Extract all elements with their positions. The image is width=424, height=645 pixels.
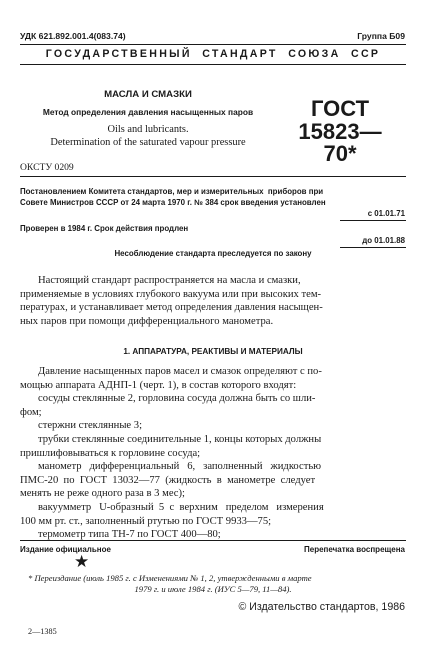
body-line: стержни стеклянные 3; xyxy=(38,420,143,432)
gost-number: 15823—70* xyxy=(298,119,382,166)
body-line: вакуумметр U-образный 5 с верхним пределом измерения xyxy=(38,501,324,513)
intro-line: применяемые в условиях глубокого вакуума или при высоких тем- xyxy=(20,288,322,300)
date-to: до 01.01.88 xyxy=(362,236,405,245)
gost-label: ГОСТ xyxy=(310,96,370,121)
official-edition: Издание официальное xyxy=(20,545,111,554)
intro-line: ных паров при помощи дифференциального манометра. xyxy=(20,315,274,327)
title-ru: МАСЛА И СМАЗКИ xyxy=(104,89,192,100)
standard-title: ГОСУДАРСТВЕННЫЙ СТАНДАРТ СОЮЗА ССР xyxy=(45,48,381,60)
body-line: манометр дифференциальный 6, заполненный жидкостью xyxy=(38,461,322,473)
footer-rule xyxy=(20,540,406,541)
reissue-note-line-1: * Переиздание (июль 1985 г. с Изменениями № 1, 2, утвержденными в марте xyxy=(28,573,312,583)
udk-code: УДК 621.892.001.4(083.74) xyxy=(20,31,126,41)
decree-line-1: Постановлением Комитета стандартов, мер и измерительных приборов при xyxy=(20,187,324,196)
body-line: менять не реже одного раза в 3 мес); xyxy=(20,488,185,500)
body-line: трубки стеклянные соединительные 1, концы которых должны xyxy=(38,433,322,445)
body-line: 100 мм рт. ст., заполненный ртутью по ГОСТ 9933—75; xyxy=(20,515,272,527)
reprint-prohibited: Перепечатка воспрещена xyxy=(304,545,405,554)
legal-notice: Несоблюдение стандарта преследуется по закону xyxy=(114,249,312,258)
header-rule-bottom xyxy=(20,64,406,65)
subtitle-ru: Метод определения давления насыщенных паров xyxy=(42,107,254,117)
title-en-1: Oils and lubricants. xyxy=(107,124,189,135)
body-line: фом; xyxy=(20,406,42,418)
okstu-code: ОКСТУ 0209 xyxy=(20,162,74,173)
title-en-2: Determination of the saturated vapour pressure xyxy=(50,137,246,148)
decree-line-2: Совете Министров СССР от 24 марта 1970 г. № 384 срок введения установлен xyxy=(20,198,326,207)
section-1-heading: 1. АППАРАТУРА, РЕАКТИВЫ И МАТЕРИАЛЫ xyxy=(123,347,303,356)
body-line: пришлифовываться к горловине сосуда; xyxy=(20,447,201,459)
date-from-rule xyxy=(340,220,406,221)
page-code: 2—1385 xyxy=(28,627,57,636)
copyright: © Издательство стандартов, 1986 xyxy=(238,601,405,613)
body-line: сосуды стеклянные 2, горловина сосуда должна быть со шли- xyxy=(38,393,316,405)
intro-line: Настоящий стандарт распространяется на масла и смазки, xyxy=(38,275,301,286)
section-1-body xyxy=(20,365,406,542)
body-line: ПМС-20 по ГОСТ 13032—77 (жидкость в манометре следует xyxy=(20,474,316,486)
date-from: с 01.01.71 xyxy=(367,209,405,218)
body-line: мощью аппарата АДНП-1 (черт. 1), в состав которого входят: xyxy=(20,379,297,391)
header-rule-top xyxy=(20,44,406,45)
star-icon: ★ xyxy=(74,552,90,571)
body-line: Давление насыщенных паров масел и смазок определяют с по- xyxy=(38,366,322,377)
body-line: термометр типа ТН-7 по ГОСТ 400—80; xyxy=(38,529,221,541)
reissue-note-line-2: 1979 г. и июле 1984 г. (ИУС 5—79, 11—84). xyxy=(134,584,292,594)
checked-text: Проверен в 1984 г. Срок действия продлен xyxy=(20,224,189,233)
intro-line: пературах, и устанавливает метод определения давления насыщен- xyxy=(20,302,323,314)
date-to-rule xyxy=(340,247,406,248)
intro-paragraph xyxy=(20,274,406,328)
group-code: Группа Б09 xyxy=(357,31,405,41)
rule-above-decree xyxy=(20,176,406,177)
